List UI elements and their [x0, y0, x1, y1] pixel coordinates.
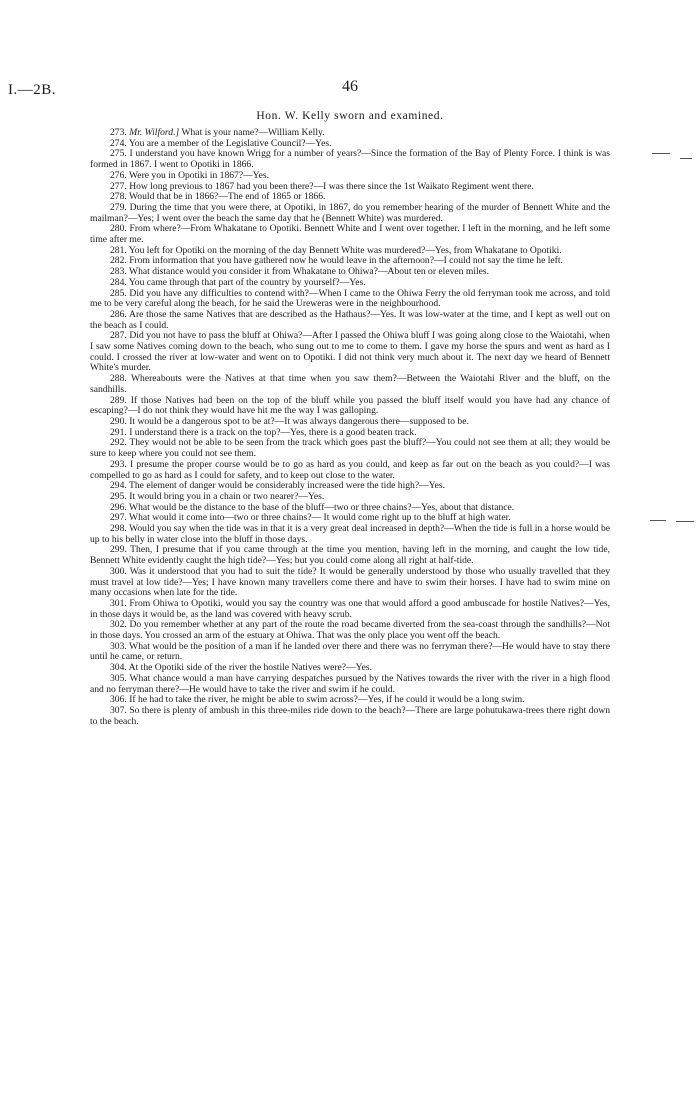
qa-paragraph	[90, 567, 610, 599]
question-number: 294.	[110, 480, 127, 492]
qa-paragraph	[90, 674, 610, 695]
question-number: 279.	[110, 201, 127, 213]
qa-text: During the time that you were there, at Opotiki, in 1867, do you remember hearing of the murder of Bennett White and the mailman?—Yes; I went over the beach the same day that he (Bennett White) was murdered.	[90, 201, 610, 224]
qa-paragraph	[90, 310, 610, 331]
question-number: 274.	[110, 137, 127, 149]
qa-text: Would you say when the tide was in that it is a very great deal increased in depth?—When the tide is full in a horse would be up to his belly in water close into the bluff in those days.	[90, 523, 610, 545]
question-number: 293.	[110, 458, 127, 470]
question-number: 304.	[110, 662, 127, 674]
question-number: 299.	[110, 544, 127, 556]
question-number: 302.	[110, 619, 127, 631]
qa-text: What would be the position of a man if he landed over there and there was no ferryman there?—He would have to stay there until he came, or return.	[90, 640, 610, 663]
margin-mark	[652, 153, 670, 154]
qa-text: Were you in Opotiki in 1867?—Yes.	[126, 169, 270, 181]
speaker-name: Mr. Wilford.]	[129, 127, 180, 138]
qa-text: You left for Opotiki on the morning of the day Bennett White was murdered?—Yes, from Whakatane to Opotiki.	[126, 244, 562, 256]
margin-mark	[680, 158, 692, 159]
question-number: 285.	[110, 287, 127, 299]
question-number: 290.	[110, 415, 127, 427]
qa-paragraph	[90, 396, 610, 417]
margin-mark	[676, 521, 694, 522]
question-number: 273.	[110, 127, 127, 138]
qa-paragraph	[90, 374, 610, 395]
qa-text: What would be the distance to the base of the bluff—two or three chains?—Yes, about that distance.	[126, 501, 515, 513]
qa-text: Whereabouts were the Natives at that time when you saw them?—Between the Waiotahi River and the bluff, on the sandhills.	[90, 373, 610, 395]
question-number: 296.	[110, 501, 127, 513]
question-number: 303.	[110, 640, 127, 652]
qa-text: Then, I presume that if you came through at the time you mention, having left in the morning, and caught the low tide, Bennett White evidently caught the high tide?—Yes; but you could come along all right at half-tide.	[90, 544, 610, 567]
qa-text: Did you have any difficulties to contend with?—When I came to the Ohiwa Ferry the old ferryman took me across, and told me to be very careful along the beach, for he said the Ureweras were in the neighbourhood.	[90, 287, 610, 310]
qa-text: What is your name?—William Kelly.	[179, 127, 325, 138]
question-number: 280.	[110, 223, 127, 235]
page-number: 46	[342, 78, 358, 95]
question-number: 295.	[110, 490, 127, 502]
question-number: 287.	[110, 330, 127, 342]
section-heading: Hon. W. Kelly sworn and examined.	[256, 110, 444, 122]
qa-text: If those Natives had been on the top of the bluff while you passed the bluff itself would you have had any chance of escaping?—I do not think they would have hit me the way I was galloping.	[90, 394, 610, 417]
question-number: 305.	[110, 672, 127, 684]
qa-paragraph	[90, 438, 610, 459]
qa-text: At the Opotiki side of the river the hostile Natives were?—Yes.	[126, 662, 373, 674]
question-number: 286.	[110, 308, 127, 320]
qa-text: Do you remember whether at any part of the route the road became diverted from the sea-coast through the sandhills?—Not in those days. You crossed an arm of the estuary at Ohiwa. That was the only place you went off the beach.	[90, 619, 610, 642]
margin-mark	[650, 520, 666, 521]
qa-text: They would not be able to be seen from the track which goes past the bluff?—You could not see them at all; they would be sure to keep where you could not see them.	[90, 437, 610, 460]
question-number: 281.	[110, 244, 127, 256]
qa-paragraph	[90, 545, 610, 566]
qa-text: I understand there is a track on the top?—Yes, there is a good beaten track.	[126, 426, 417, 438]
question-number: 284.	[110, 276, 127, 288]
qa-paragraph	[90, 203, 610, 224]
question-number: 300.	[110, 565, 127, 577]
qa-text: What would it come into—two or three chains?— It would come right up to the bluff at high water.	[126, 512, 511, 524]
qa-text: So there is plenty of ambush in this three-miles ride down to the beach?—There are large pohutukawa-trees there right down to the beach.	[90, 704, 610, 727]
qa-paragraph	[90, 642, 610, 663]
qa-text: How long previous to 1867 had you been there?—I was there since the 1st Waikato Regiment went there.	[126, 180, 534, 192]
qa-paragraph	[90, 706, 610, 727]
qa-paragraph	[90, 524, 610, 545]
question-number: 276.	[110, 169, 127, 181]
qa-text: If he had to take the river, he might be able to swim across?—Yes, if he could it would be a long swim.	[126, 694, 525, 706]
question-number: 275.	[110, 148, 127, 160]
qa-text: Was it understood that you had to suit the tide? It would be generally understood by those who usually travelled that they must travel at low tide?—Yes; I have known many travellers come there and have to swim their horses. I have had to swim mine on many occasions when late for the tide.	[90, 565, 610, 599]
qa-text: It would be a dangerous spot to be at?—It was always dangerous there—supposed to be.	[126, 415, 469, 427]
question-number: 277.	[110, 180, 127, 192]
qa-text: From Ohiwa to Opotiki, would you say the country was one that would afford a good ambuscade for hostile Natives?—Yes, in those days it would be, as the land was covered with heavy scrub.	[90, 597, 610, 620]
qa-paragraph	[90, 331, 610, 374]
qa-text: You are a member of the Legislative Council?—Yes.	[126, 137, 332, 149]
qa-paragraph	[90, 620, 610, 641]
qa-text: I understand you have known Wrigg for a number of years?—Since the formation of the Bay of Plenty Force. I think is was formed in 1867. I went to Opotiki in 1866.	[90, 148, 610, 171]
question-number: 282.	[110, 255, 127, 267]
qa-text: Are those the same Natives that are described as the Hathaus?—Yes. It was low-water at the time, and I kept as well out on the beach as I could.	[90, 308, 610, 331]
question-number: 278.	[110, 191, 127, 203]
qa-text: You came through that part of the country by yourself?—Yes.	[126, 276, 366, 288]
question-number: 301.	[110, 597, 127, 609]
qa-text: What chance would a man have carrying despatches pursued by the Natives towards the river with the river in a high flood and no ferryman there?—He would have to take the river and swim if he could.	[90, 672, 610, 695]
qa-text: From where?—From Whakatane to Opotiki. Bennett White and I went over together. I left in the morning, and he left some time after me.	[90, 223, 610, 246]
testimony-body	[90, 128, 610, 727]
qa-text: I presume the proper course would be to go as hard as you could, and keep as far out on the beach as you could?—I was compelled to go as hard as I could for safety, and to keep out close to the water.	[90, 458, 610, 481]
document-code: I.—2B.	[8, 82, 56, 98]
qa-text: It would bring you in a chain or two nearer?—Yes.	[126, 490, 325, 502]
question-number: 288.	[110, 373, 127, 385]
qa-text: What distance would you consider it from Whakatane to Ohiwa?—About ten or eleven miles.	[126, 266, 490, 278]
question-number: 289.	[110, 394, 127, 406]
qa-text: The element of danger would be considerably increased were the tide high?—Yes.	[126, 480, 446, 492]
qa-text: From information that you have gathered now he would leave in the afternoon?—I could not say the time he left.	[126, 255, 563, 267]
question-number: 298.	[110, 523, 127, 535]
question-number: 283.	[110, 266, 127, 278]
question-number: 297.	[110, 512, 127, 524]
question-number: 306.	[110, 694, 127, 706]
question-number: 307.	[110, 704, 127, 716]
qa-paragraph	[90, 460, 610, 481]
qa-paragraph	[90, 289, 610, 310]
qa-text: Did you not have to pass the bluff at Ohiwa?—After I passed the Ohiwa bluff I was going along close to the Waiotahi, when I saw some Natives coming down to the beach, who sung out to me to come to them. I gave my horse the spurs and went as hard as I could. I crossed the river at low-water and went on to Opotiki. I did not think very much about it. The next day we heard of Bennett White's murder.	[90, 330, 610, 374]
qa-text: Would that be in 1866?—The end of 1865 or 1866.	[126, 191, 326, 203]
question-number: 292.	[110, 437, 127, 449]
qa-paragraph	[90, 599, 610, 620]
qa-paragraph	[90, 224, 610, 245]
qa-paragraph	[90, 149, 610, 170]
question-number: 291.	[110, 426, 127, 438]
